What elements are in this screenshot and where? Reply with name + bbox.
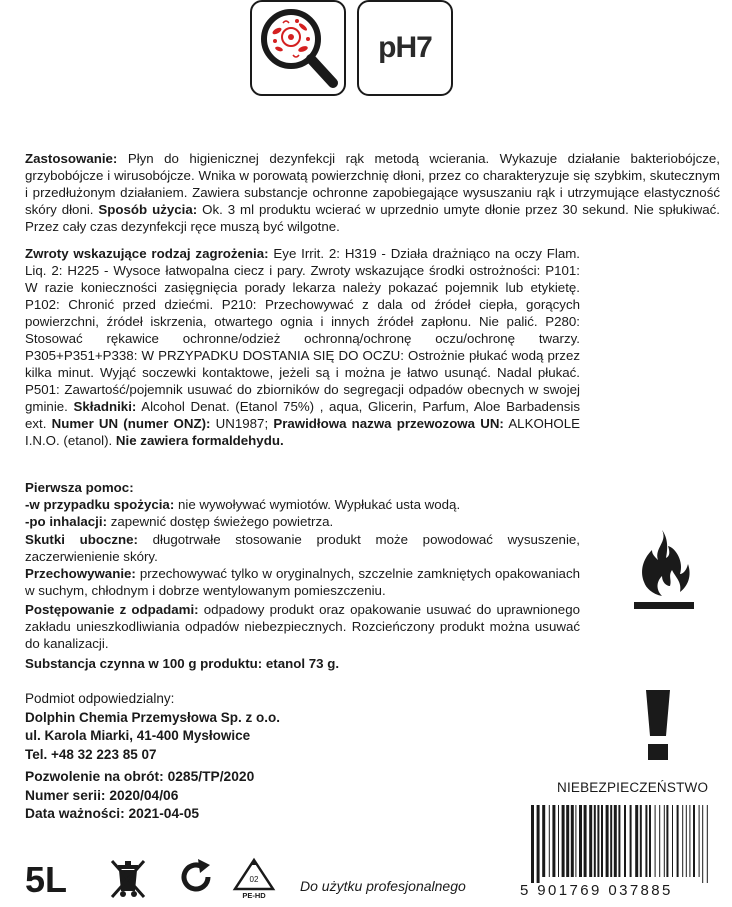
side-effects-text: długotrwałe stosowanie produkt może powodować wysuszenie, zaczerwienienie skóry. bbox=[25, 532, 580, 564]
barcode-bar bbox=[542, 805, 545, 877]
barcode-bar bbox=[693, 805, 695, 877]
volume-label: 5L bbox=[25, 859, 68, 900]
barcode-bar bbox=[606, 805, 609, 877]
trash-bin-icon bbox=[108, 857, 148, 899]
inhalation-text: zapewnić dostęp świeżego powietrza. bbox=[110, 514, 334, 529]
recycling-material: PE-HD bbox=[242, 891, 266, 899]
side-effects-label: Skutki uboczne: bbox=[25, 532, 138, 547]
barcode-bar bbox=[579, 805, 582, 877]
barcode-bar bbox=[672, 805, 673, 877]
barcode-bar bbox=[659, 805, 660, 877]
barcode-bar bbox=[699, 805, 700, 877]
magnifier-germs-icon bbox=[253, 3, 343, 93]
ingestion-label: -w przypadku spożycia: bbox=[25, 497, 175, 512]
hazard-paragraph bbox=[25, 245, 580, 449]
storage-label: Przechowywanie: bbox=[25, 566, 136, 581]
usage-paragraph bbox=[25, 150, 720, 235]
barcode-bar bbox=[558, 805, 559, 877]
barcode-bar bbox=[635, 805, 638, 877]
usage-label: Zastosowanie: bbox=[25, 151, 118, 166]
barcode-bar bbox=[682, 805, 683, 877]
barcode-bar bbox=[702, 805, 703, 883]
barcode-bar bbox=[549, 805, 550, 877]
barcode-bar bbox=[707, 805, 708, 883]
barcode-bar bbox=[677, 805, 679, 877]
un-text: UN1987; bbox=[215, 416, 269, 431]
usage-text: Płyn do higienicznej dezynfekcji rąk metodą wcierania. Wykazuje działanie bakteriobójcze, grzybobójcze i wirusobójcze. Wnika w porowatą powierzchnię dłoni, przez co charakteryzuje się szybkim, skutecznym i przedłużonym działaniem. Zawiera substancje ochronne zapobiegające wysuszaniu rąk i utrzymujące elastyczność skóry dłoni. bbox=[25, 151, 720, 217]
hazard-label: Zwroty wskazujące rodzaj zagrożenia: bbox=[25, 246, 269, 261]
barcode-digits: 5 901769 037885 bbox=[520, 882, 673, 899]
barcode-bar bbox=[686, 805, 687, 877]
barcode-bar bbox=[562, 805, 565, 877]
shipname-text: ALKOHOLE I.N.O. (etanol). bbox=[25, 416, 580, 448]
barcode-bar bbox=[614, 805, 617, 877]
active-substance bbox=[25, 655, 580, 672]
ingredients-label: Składniki: bbox=[73, 399, 137, 414]
un-label: Numer UN (numer ONZ): bbox=[51, 416, 211, 431]
ingredients-text: Alcohol Denat. (Etanol 75%) , aqua, Glicerin, Parfum, Aloe Barbadensis ext. bbox=[25, 399, 580, 431]
first-aid-inhalation bbox=[25, 513, 580, 530]
recycling-code: 02 bbox=[249, 875, 259, 884]
barcode-bar bbox=[552, 805, 555, 877]
ingestion-text: nie wywoływać wymiotów. Wypłukać usta wodą. bbox=[177, 497, 461, 512]
storage-text: przechowywać tylko w oryginalnych, szczelnie zamkniętych opakowaniach w suchym, chłodnym i dobrze wentylowanym pomieszczeniu. bbox=[25, 566, 580, 598]
barcode-bar bbox=[566, 805, 569, 877]
barcode-bar bbox=[666, 805, 668, 877]
barcode bbox=[527, 805, 712, 883]
first-aid-title: Pierwsza pomoc: bbox=[25, 480, 134, 495]
barcode-bar bbox=[664, 805, 665, 877]
barcode-bar bbox=[537, 805, 540, 883]
barcode-bar bbox=[610, 805, 612, 877]
side-effects-section bbox=[25, 531, 580, 565]
barcode-bar bbox=[575, 805, 576, 877]
exclamation-icon bbox=[640, 688, 676, 762]
hazard-text: Eye Irrit. 2: H319 - Działa drażniąco na oczy Flam. Liq. 2: H225 - Wysoce łatwopalna ciecz i pary. Zwroty wskazujące środki ostrożności: P101: W razie konieczności zasięgnięcia porady lekarza należy pokazać pojemnik lub etykietę. P102: Chronić przed dziećmi. P210: Przechowywać z dala od źródeł ciepła, gorących powierzchni, źródeł iskrzenia, otwartego ognia i innych źródeł zapłonu. Nie palić. P280: Stosować rękawice ochronne/odzież ochronną/ochronę oczu/ochronę twarzy. P305+P351+P338: W PRZYPADKU DOSTANIA SIĘ DO OCZU: Ostrożnie płukać wodą przez kilka minut. Wyjąć soczewki kontaktowe, jeżeli są i można je łatwo usunąć. Nadal płukać. P501: Zawartość/pojemnik usuwać do zbiorników do segregacji odpadów obecnych w swojej gminie. bbox=[25, 246, 581, 414]
entity-name: Dolphin Chemia Przemysłowa Sp. z o.o. bbox=[25, 709, 281, 725]
barcode-bar bbox=[618, 805, 620, 877]
professional-use-note: Do użytku profesjonalnego bbox=[300, 878, 466, 894]
inhalation-label: -po inhalacji: bbox=[25, 514, 108, 529]
recycling-triangle-icon bbox=[232, 857, 276, 899]
first-aid-section bbox=[25, 479, 580, 530]
first-aid-ingestion bbox=[25, 496, 580, 513]
barcode-bar bbox=[584, 805, 587, 877]
barcode-bar bbox=[597, 805, 599, 877]
responsible-entity bbox=[25, 690, 280, 764]
barcode-bar bbox=[645, 805, 647, 877]
barcode-bar bbox=[655, 805, 656, 877]
barcode-bar bbox=[624, 805, 626, 877]
barcode-bar bbox=[531, 805, 534, 883]
method-label: Sposób użycia: bbox=[98, 202, 198, 217]
entity-address: ul. Karola Miarki, 41-400 Mysłowice bbox=[25, 728, 251, 743]
storage-section bbox=[25, 565, 580, 599]
active-substance-text: Substancja czynna w 100 g produktu: etanol 73 g. bbox=[25, 656, 340, 671]
barcode-bar bbox=[640, 805, 642, 877]
entity-phone: Tel. +48 32 223 85 07 bbox=[25, 746, 157, 762]
ph-box bbox=[357, 0, 453, 96]
germ-magnifier-box bbox=[250, 0, 346, 96]
barcode-bar bbox=[630, 805, 632, 877]
serial-number: Numer serii: 2020/04/06 bbox=[25, 787, 179, 803]
waste-section bbox=[25, 601, 580, 652]
method-text: Ok. 3 ml produktu wcierać w uprzednio umyte dłonie przez 30 sekund. Nie spłukiwać. Przez cały czas dezynfekcji ręce muszą być wilgotne. bbox=[25, 202, 720, 234]
barcode-bar bbox=[649, 805, 651, 877]
barcode-bar bbox=[601, 805, 603, 877]
shipname-label: Prawidłowa nazwa przewozowa UN: bbox=[273, 416, 504, 431]
expiry-date: Data ważności: 2021-04-05 bbox=[25, 806, 200, 821]
barcode-bar bbox=[594, 805, 596, 877]
permit-info bbox=[25, 768, 254, 824]
barcode-bar bbox=[571, 805, 574, 877]
barcode-bar bbox=[589, 805, 592, 877]
signal-word: NIEBEZPIECZEŃSTWO bbox=[557, 780, 709, 795]
permit-number: Pozwolenie na obrót: 0285/TP/2020 bbox=[25, 769, 255, 784]
waste-text: odpadowy produkt oraz opakowanie usuwać do uprawnionego zakładu unieszkodliwiania odpadów niebezpiecznych. Rozcieńczony produkt można usuwać do kanalizacji. bbox=[25, 602, 580, 651]
formaldehyde-note: Nie zawiera formaldehydu. bbox=[115, 433, 284, 448]
entity-title: Podmiot odpowiedzialny: bbox=[25, 691, 175, 706]
ph-label: pH7 bbox=[378, 31, 432, 64]
barcode-bar bbox=[689, 805, 690, 877]
recycle-arrow-icon bbox=[176, 857, 216, 897]
waste-label: Postępowanie z odpadami: bbox=[25, 602, 199, 617]
flame-icon bbox=[632, 528, 696, 614]
